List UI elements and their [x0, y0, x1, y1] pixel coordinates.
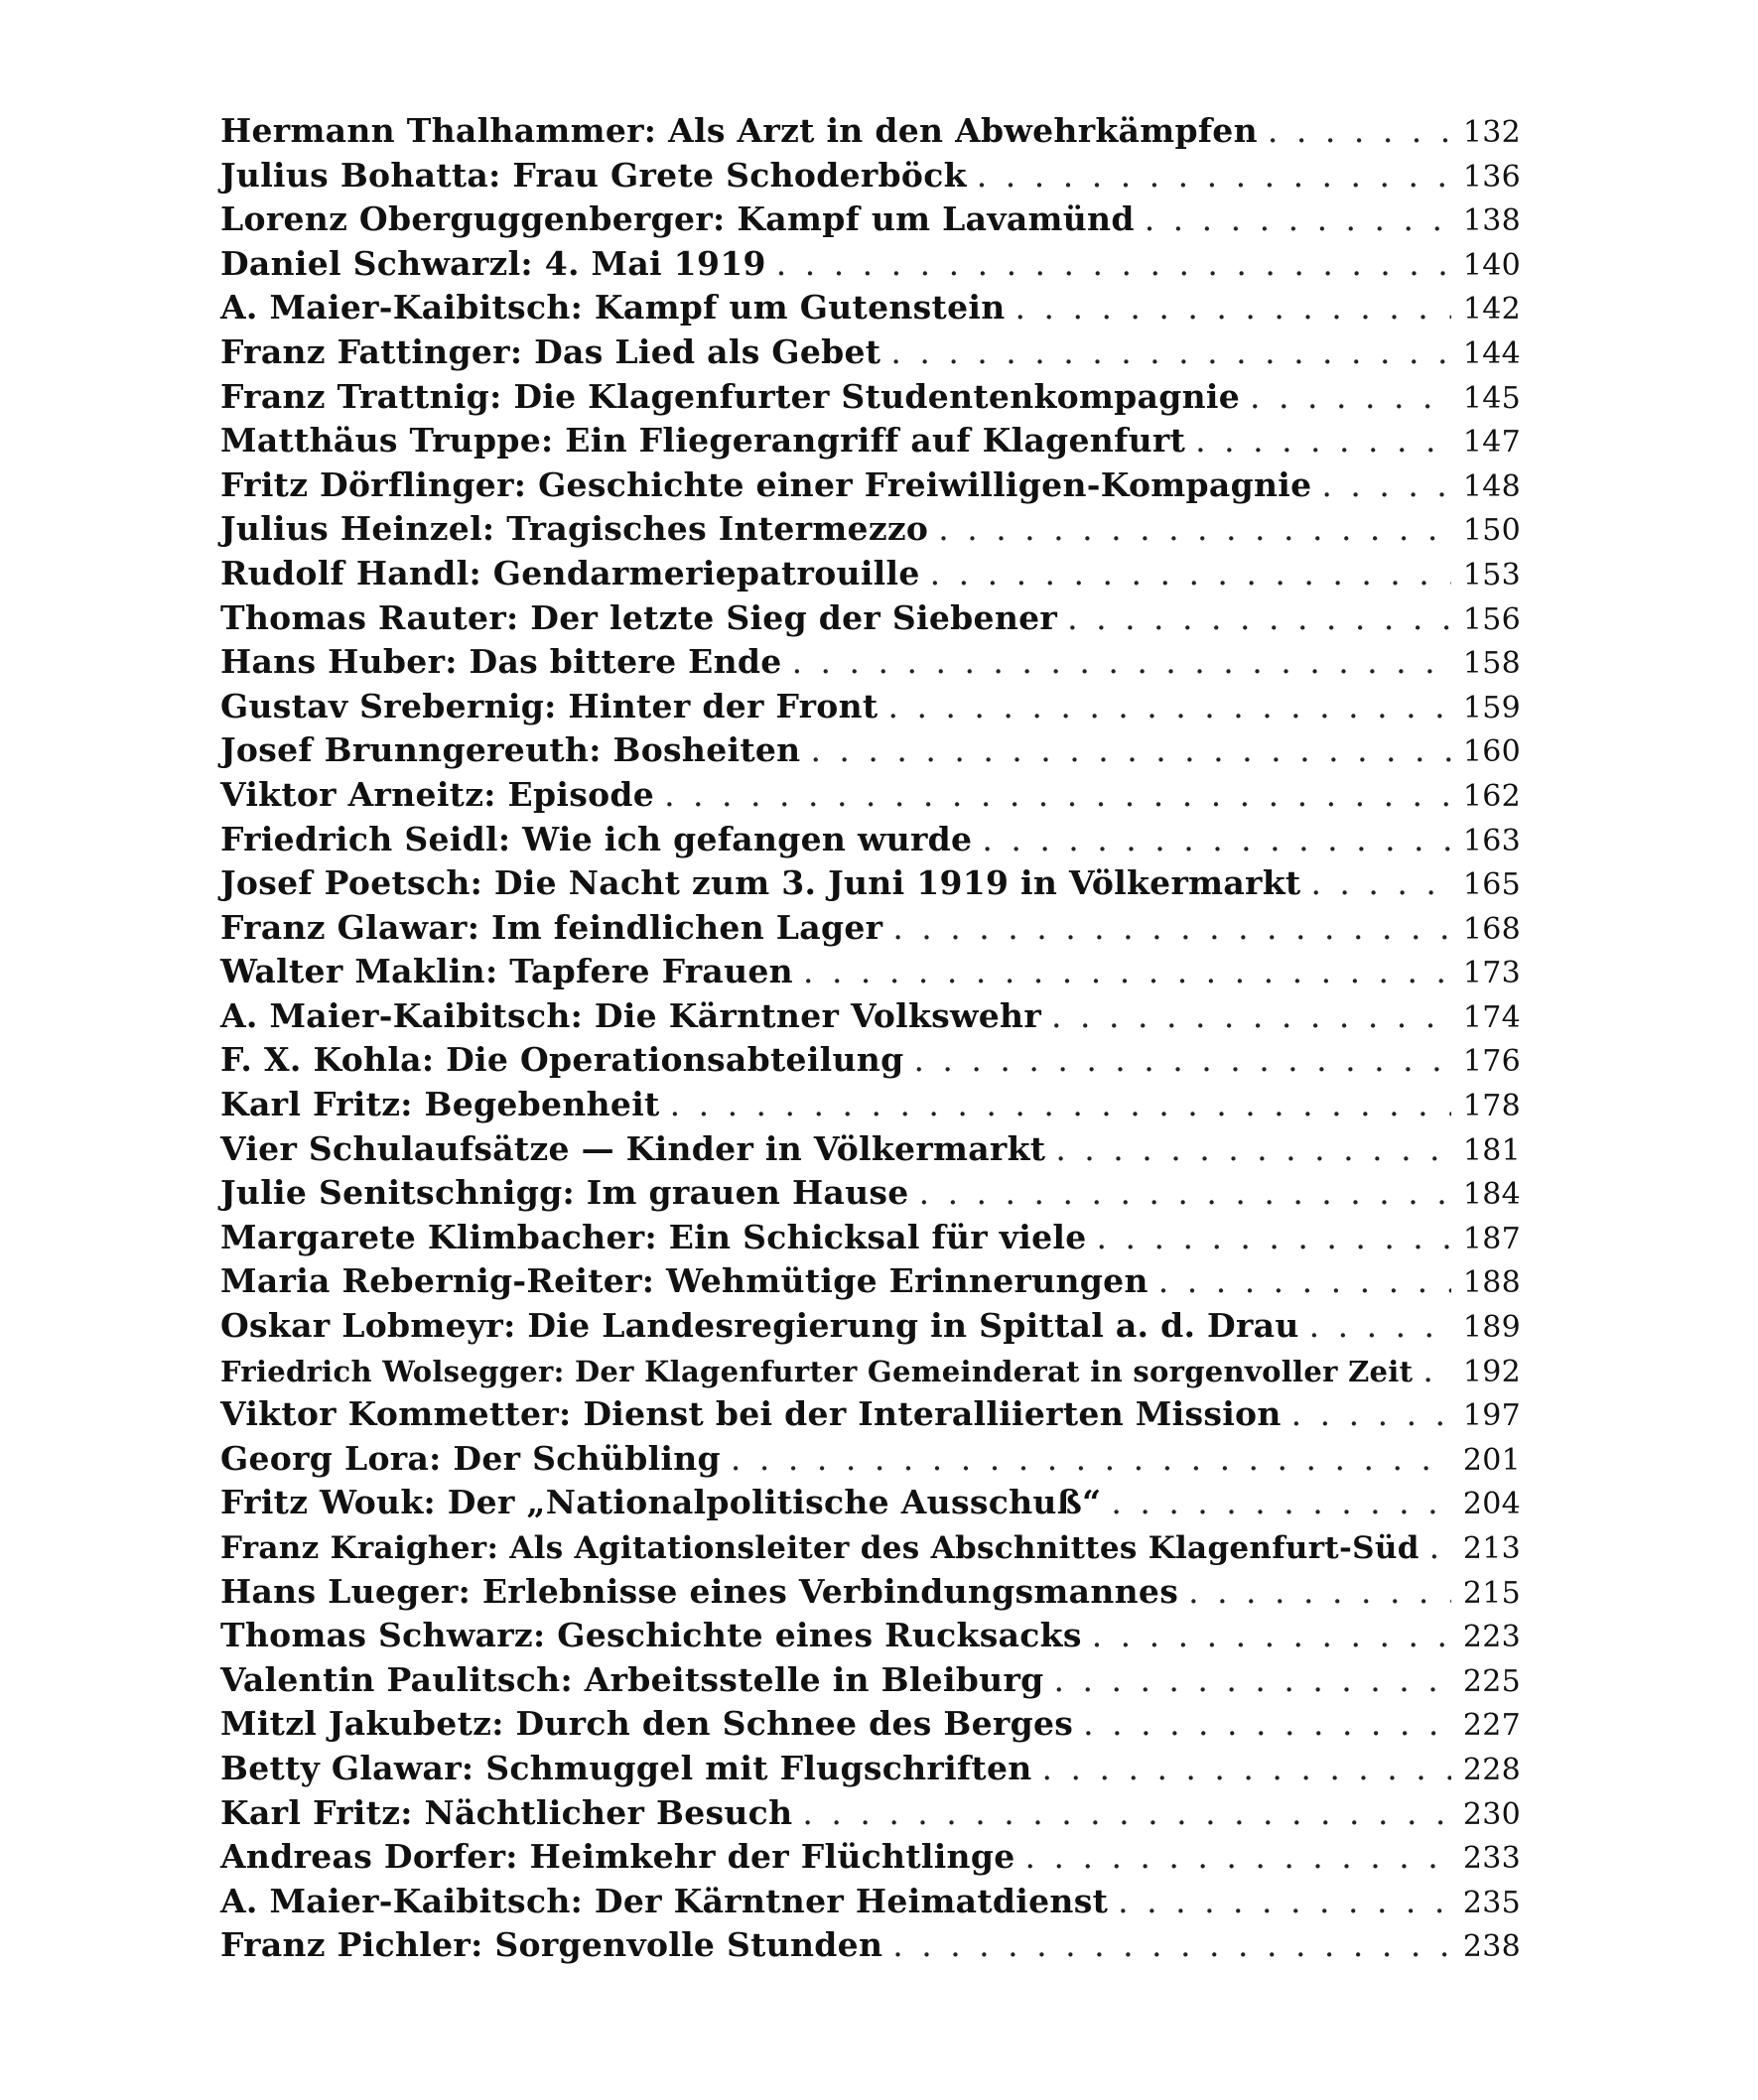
entry-page-number: 158: [1462, 646, 1521, 682]
toc-entry: [220, 1527, 1521, 1572]
entry-author: Franz Kraigher: [220, 1530, 487, 1566]
entry-text: [220, 1040, 913, 1079]
entry-author: Matthäus Truppe: [220, 421, 542, 460]
entry-author: Thomas Schwarz: [220, 1616, 533, 1655]
toc-entry: [220, 1040, 1521, 1085]
entry-text: [220, 1394, 1291, 1433]
dot-leader: [930, 554, 1451, 592]
toc-entry: [220, 1439, 1521, 1484]
dot-leader: [1083, 1704, 1451, 1743]
toc-entry: [220, 820, 1521, 864]
dot-leader: [810, 730, 1451, 769]
entry-text: [220, 908, 892, 947]
entry-title: Arbeitsstelle in Bleiburg: [584, 1659, 1044, 1699]
entry-author: Margarete Klimbacher: [220, 1217, 645, 1256]
entry-separator: :: [469, 553, 493, 592]
entry-title: Begebenheit: [424, 1085, 660, 1124]
entry-separator: :: [541, 421, 566, 460]
entry-separator: :: [483, 774, 508, 814]
toc-entry: [220, 1218, 1521, 1262]
entry-page-number: 215: [1462, 1575, 1521, 1611]
entry-page-number: 213: [1462, 1531, 1521, 1566]
toc-entry: [220, 1085, 1521, 1129]
toc-entry: [220, 642, 1521, 687]
entry-separator: :: [513, 464, 539, 504]
entry-page-number: 238: [1462, 1929, 1521, 1965]
toc-entry: [220, 863, 1521, 908]
entry-page-number: 204: [1462, 1487, 1521, 1522]
dot-leader: [1092, 1616, 1451, 1654]
entry-separator: :: [559, 1394, 584, 1434]
entry-separator: :: [589, 730, 613, 770]
toc-entry: [220, 775, 1521, 820]
entry-page-number: 142: [1462, 292, 1521, 328]
entry-text: [220, 156, 977, 195]
entry-separator: :: [491, 1704, 516, 1744]
entry-author: Hans Lueger: [220, 1571, 459, 1611]
dot-leader: [1111, 1483, 1451, 1521]
entry-text: [220, 996, 1051, 1035]
entry-text: [220, 1085, 670, 1123]
toc-entry: [220, 1660, 1521, 1705]
toc-entry: [220, 421, 1521, 465]
dot-leader: [887, 687, 1451, 725]
entry-text: [220, 1882, 1118, 1920]
entry-author: Daniel Schwarzl: [220, 243, 521, 283]
toc-entry: [220, 199, 1521, 244]
entry-text: [220, 377, 1250, 416]
entry-separator: :: [481, 509, 507, 549]
entry-text: [220, 1925, 892, 1964]
entry-text: [220, 1749, 1042, 1787]
entry-separator: :: [562, 1173, 587, 1213]
entry-separator: :: [570, 995, 595, 1035]
entry-text: [220, 1704, 1083, 1743]
entry-page-number: 138: [1462, 203, 1521, 239]
entry-author: Julie Senitschnigg: [220, 1173, 563, 1213]
toc-entry: [220, 1749, 1521, 1793]
dot-leader: [1321, 465, 1451, 504]
entry-separator: :: [445, 642, 470, 682]
toc-entry: [220, 377, 1521, 422]
entry-title: Sorgenvolle Stunden: [494, 1925, 883, 1965]
entry-text: [220, 111, 1268, 150]
dot-leader: [977, 156, 1451, 195]
entry-author: A. Maier-Kaibitsch: [220, 1881, 571, 1920]
toc-entry: [220, 1882, 1521, 1926]
entry-title: Im grauen Hause: [586, 1173, 909, 1213]
entry-text: [220, 687, 887, 725]
entry-author: Vier Schulaufsätze — Kinder in Völkermarkt: [220, 1128, 1046, 1168]
dot-leader: [731, 1439, 1451, 1478]
dot-leader: [1145, 199, 1451, 238]
entry-text: [220, 1837, 1025, 1876]
entry-separator: :: [503, 1306, 528, 1346]
entry-page-number: 168: [1462, 911, 1521, 947]
entry-separator: :: [644, 1217, 669, 1256]
dot-leader: [1118, 1882, 1451, 1920]
dot-leader: [892, 908, 1451, 947]
entry-page-number: 223: [1462, 1620, 1521, 1655]
dot-leader: [1422, 1351, 1451, 1389]
entry-title: Der „Nationalpolitische Ausschuß“: [447, 1483, 1102, 1522]
entry-page-number: 227: [1462, 1708, 1521, 1744]
toc-entry: [220, 1616, 1521, 1660]
entry-page-number: 145: [1462, 380, 1521, 416]
entry-text: [220, 1355, 1422, 1388]
entry-separator: :: [520, 243, 545, 283]
toc-entry: [220, 730, 1521, 775]
entry-author: Josef Brunngereuth: [220, 730, 590, 770]
entry-separator: :: [570, 1881, 595, 1920]
entry-author: Julius Heinzel: [220, 509, 482, 549]
entry-title: Ein Schicksal für viele: [668, 1217, 1087, 1256]
dot-leader: [1291, 1394, 1451, 1433]
entry-author: Josef Poetsch: [220, 863, 471, 903]
entry-text: [220, 509, 938, 548]
entry-separator: :: [421, 1040, 447, 1080]
entry-text: [220, 1218, 1097, 1256]
entry-author: Franz Pichler: [220, 1925, 472, 1965]
entry-author: Friedrich Wolsegger: [220, 1354, 554, 1388]
entry-text: [220, 1129, 1055, 1168]
entry-author: Oskar Lobmeyr: [220, 1306, 504, 1346]
entry-separator: :: [505, 1837, 530, 1877]
entry-text: [220, 1793, 802, 1832]
dot-leader: [1310, 863, 1451, 902]
toc-entry: [220, 1394, 1521, 1439]
dot-leader: [1309, 1306, 1451, 1345]
toc-entry: [220, 1129, 1521, 1174]
entry-author: Viktor Kommetter: [220, 1394, 560, 1434]
entry-page-number: 150: [1462, 513, 1521, 549]
entry-text: [220, 465, 1321, 504]
entry-separator: :: [532, 1616, 558, 1655]
entry-author: Karl Fritz: [220, 1085, 401, 1124]
entry-title: Episode: [507, 774, 655, 814]
dot-leader: [1158, 1261, 1451, 1300]
entry-separator: :: [458, 1571, 482, 1611]
entry-title: Die Nacht zum 3. Juni 1919 in Völkermarkt: [493, 863, 1301, 903]
entry-title: 4. Mai 1919: [544, 243, 766, 283]
toc-entry: [220, 244, 1521, 289]
entry-separator: :: [489, 376, 514, 416]
entry-text: [220, 554, 930, 592]
toc-entry: [220, 1261, 1521, 1306]
entry-text: [220, 863, 1310, 902]
entry-separator: :: [509, 331, 535, 371]
entry-author: Georg Lora: [220, 1438, 430, 1478]
dot-leader: [1015, 288, 1452, 327]
entry-page-number: 136: [1462, 159, 1521, 195]
dot-leader: [776, 244, 1451, 283]
toc-entry: [220, 1306, 1521, 1351]
entry-author: Andreas Dorfer: [220, 1837, 506, 1877]
entry-text: [220, 1306, 1309, 1345]
entry-author: A. Maier-Kaibitsch: [220, 288, 571, 328]
entry-title: Die Operationsabteilung: [446, 1040, 904, 1080]
entry-title: Durch den Schnee des Berges: [515, 1704, 1074, 1744]
entry-title: Erlebnisse eines Verbindungsmannes: [481, 1571, 1179, 1611]
entry-title: Das bittere Ende: [469, 642, 782, 682]
dot-leader: [913, 1040, 1451, 1079]
entry-separator: :: [423, 1483, 448, 1522]
entry-text: [220, 1483, 1111, 1521]
entry-page-number: 189: [1462, 1310, 1521, 1346]
toc-entry: [220, 1572, 1521, 1617]
entry-page-number: 160: [1462, 734, 1521, 770]
toc-entry: [220, 1483, 1521, 1527]
entry-author: Friedrich Seidl: [220, 819, 498, 858]
entry-title: Der Kärntner Heimatdienst: [594, 1881, 1109, 1920]
entry-title: Wehmütige Erinnerungen: [666, 1261, 1149, 1301]
entry-page-number: 188: [1462, 1265, 1521, 1301]
entry-separator: :: [467, 907, 491, 947]
dot-leader: [792, 642, 1451, 681]
entry-text: [220, 1261, 1158, 1300]
entry-page-number: 147: [1462, 425, 1521, 460]
entry-page-number: 192: [1462, 1354, 1521, 1389]
entry-separator: :: [643, 111, 669, 150]
entry-separator: :: [560, 1659, 585, 1699]
entry-title: Kampf um Gutenstein: [594, 288, 1006, 328]
entry-title: Schmuggel mit Flugschriften: [485, 1748, 1032, 1787]
entry-separator: :: [486, 1530, 510, 1566]
entry-text: [220, 820, 982, 858]
entry-text: [220, 421, 1195, 459]
entry-page-number: 173: [1462, 956, 1521, 991]
toc-entry: [220, 996, 1521, 1041]
entry-page-number: 153: [1462, 557, 1521, 592]
entry-author: Betty Glawar: [220, 1748, 462, 1787]
entry-author: Mitzl Jakubetz: [220, 1704, 492, 1744]
entry-text: [220, 1173, 919, 1212]
entry-author: Franz Fattinger: [220, 331, 510, 371]
entry-separator: :: [641, 1261, 667, 1301]
entry-title: Gendarmeriepatrouille: [492, 553, 920, 592]
toc-entry: [220, 952, 1521, 996]
dot-leader: [1097, 1218, 1451, 1256]
entry-page-number: 225: [1462, 1663, 1521, 1699]
entry-page-number: 159: [1462, 690, 1521, 725]
entry-page-number: 184: [1462, 1177, 1521, 1213]
entry-title: Der Schübling: [453, 1438, 721, 1478]
entry-author: Lorenz Oberguggenberger: [220, 199, 714, 239]
entry-separator: :: [553, 1354, 575, 1388]
dot-leader: [802, 1793, 1451, 1832]
dot-leader: [1188, 1572, 1451, 1611]
entry-text: [220, 332, 890, 371]
entry-separator: :: [506, 597, 531, 637]
entry-separator: :: [488, 155, 513, 195]
toc-entry: [220, 465, 1521, 510]
dot-leader: [919, 1173, 1451, 1212]
entry-title: Dienst bei der Interalliierten Mission: [583, 1394, 1282, 1434]
entry-author: Thomas Rauter: [220, 597, 507, 637]
toc-entry: [220, 554, 1521, 598]
entry-separator: :: [470, 863, 494, 903]
entry-author: Rudolf Handl: [220, 553, 470, 592]
entry-text: [220, 288, 1015, 327]
entry-page-number: 235: [1462, 1885, 1521, 1920]
dot-leader: [892, 1925, 1451, 1964]
entry-author: Hermann Thalhammer: [220, 111, 644, 150]
toc-entry: [220, 332, 1521, 377]
entry-page-number: 233: [1462, 1841, 1521, 1877]
dot-leader: [670, 1085, 1451, 1123]
dot-leader: [1268, 111, 1451, 150]
entry-text: [220, 642, 792, 681]
entry-separator: :: [429, 1438, 454, 1478]
dot-leader: [1054, 1660, 1451, 1699]
toc-entry: [220, 687, 1521, 731]
entry-author: Julius Bohatta: [220, 155, 489, 195]
toc-entry: [220, 1351, 1521, 1395]
entry-title: Geschichte einer Freiwilligen-Kompagnie: [538, 464, 1312, 504]
toc-entry: [220, 509, 1521, 554]
entry-separator: :: [461, 1748, 486, 1787]
entry-title: Das Lied als Gebet: [534, 331, 881, 371]
entry-page-number: 144: [1462, 335, 1521, 371]
entry-text: [220, 730, 810, 769]
entry-author: Walter Maklin: [220, 952, 485, 991]
entry-page-number: 140: [1462, 247, 1521, 283]
entry-page-number: 228: [1462, 1752, 1521, 1787]
entry-page-number: 132: [1462, 115, 1521, 150]
entry-title: Tapfere Frauen: [509, 952, 793, 991]
toc-entry: [220, 1793, 1521, 1838]
dot-leader: [803, 952, 1451, 990]
entry-page-number: 174: [1462, 999, 1521, 1035]
entry-separator: :: [400, 1792, 425, 1832]
entry-separator: :: [713, 199, 738, 239]
dot-leader: [1051, 996, 1451, 1035]
entry-author: Viktor Arneitz: [220, 774, 484, 814]
entry-text: [220, 244, 776, 283]
toc-entry: [220, 111, 1521, 156]
entry-page-number: 197: [1462, 1398, 1521, 1434]
entry-author: Maria Rebernig-Reiter: [220, 1261, 642, 1301]
entry-text: [220, 598, 1067, 637]
entry-title: Heimkehr der Flüchtlinge: [529, 1837, 1015, 1877]
entry-author: Franz Trattnig: [220, 376, 490, 416]
toc-entry: [220, 1704, 1521, 1749]
dot-leader: [1042, 1749, 1451, 1787]
entry-title: Die Landesregierung in Spittal a. d. Drau: [527, 1306, 1299, 1346]
entry-separator: :: [570, 288, 595, 328]
entry-text: [220, 1660, 1054, 1699]
entry-title: Hinter der Front: [568, 686, 879, 725]
entry-title: Bosheiten: [612, 730, 801, 770]
entry-separator: :: [471, 1925, 495, 1965]
entry-author: Fritz Wouk: [220, 1483, 424, 1522]
entry-page-number: 148: [1462, 468, 1521, 504]
entry-separator: :: [544, 686, 569, 725]
toc-entry: [220, 908, 1521, 953]
entry-page-number: 165: [1462, 867, 1521, 903]
entry-page-number: 187: [1462, 1221, 1521, 1256]
entry-author: Franz Glawar: [220, 907, 468, 947]
dot-leader: [1025, 1837, 1451, 1876]
entry-title: Die Klagenfurter Studentenkompagnie: [513, 376, 1241, 416]
entry-title: Nächtlicher Besuch: [424, 1792, 793, 1832]
toc-entry: [220, 1173, 1521, 1218]
entry-title: Wie ich gefangen wurde: [522, 819, 973, 858]
dot-leader: [1067, 598, 1451, 637]
entry-title: Geschichte eines Rucksacks: [557, 1616, 1082, 1655]
dot-leader: [1195, 421, 1451, 459]
entry-page-number: 230: [1462, 1796, 1521, 1832]
entry-title: Die Kärntner Volkswehr: [594, 995, 1042, 1035]
table-of-contents: [220, 111, 1521, 1970]
toc-entry: [220, 156, 1521, 200]
entry-page-number: 201: [1462, 1442, 1521, 1478]
entry-title: Im feindlichen Lager: [491, 907, 883, 947]
entry-title: Ein Fliegerangriff auf Klagenfurt: [565, 421, 1186, 460]
entry-title: Als Arzt in den Abwehrkämpfen: [668, 111, 1258, 150]
entry-title: Der Klagenfurter Gemeinderat in sorgenvoller Zeit: [574, 1354, 1414, 1388]
entry-author: A. Maier-Kaibitsch: [220, 995, 571, 1035]
entry-author: Gustav Srebernig: [220, 686, 545, 725]
dot-leader: [982, 820, 1451, 858]
toc-entry: [220, 1925, 1521, 1970]
entry-page-number: 156: [1462, 601, 1521, 637]
entry-author: Hans Huber: [220, 642, 446, 682]
dot-leader: [938, 509, 1451, 548]
toc-entry: [220, 598, 1521, 643]
entry-text: [220, 1530, 1429, 1566]
dot-leader: [1250, 377, 1451, 416]
entry-author: F. X. Kohla: [220, 1040, 422, 1080]
entry-title: Kampf um Lavamünd: [737, 199, 1135, 239]
dot-leader: [1429, 1527, 1451, 1566]
entry-separator: :: [400, 1085, 425, 1124]
entry-author: Valentin Paulitsch: [220, 1659, 561, 1699]
entry-text: [220, 775, 664, 814]
dot-leader: [664, 775, 1451, 814]
entry-title: Frau Grete Schoderböck: [512, 155, 967, 195]
entry-title: Tragisches Intermezzo: [506, 509, 929, 549]
toc-entry: [220, 1837, 1521, 1882]
entry-title: Als Agitationsleiter des Abschnittes Klagenfurt-Süd: [509, 1530, 1420, 1566]
entry-page-number: 181: [1462, 1132, 1521, 1168]
entry-separator: :: [484, 952, 510, 991]
entry-author: Karl Fritz: [220, 1792, 401, 1832]
entry-page-number: 163: [1462, 823, 1521, 858]
entry-text: [220, 1572, 1188, 1611]
dot-leader: [890, 332, 1451, 371]
entry-page-number: 178: [1462, 1089, 1521, 1124]
entry-page-number: 176: [1462, 1044, 1521, 1080]
entry-page-number: 162: [1462, 778, 1521, 814]
toc-entry: [220, 288, 1521, 332]
dot-leader: [1055, 1129, 1451, 1168]
entry-separator: :: [497, 819, 523, 858]
entry-text: [220, 199, 1145, 238]
entry-text: [220, 1439, 731, 1478]
entry-text: [220, 1616, 1092, 1654]
entry-text: [220, 952, 803, 990]
entry-title: Der letzte Sieg der Siebener: [530, 597, 1058, 637]
entry-author: Fritz Dörflinger: [220, 464, 514, 504]
